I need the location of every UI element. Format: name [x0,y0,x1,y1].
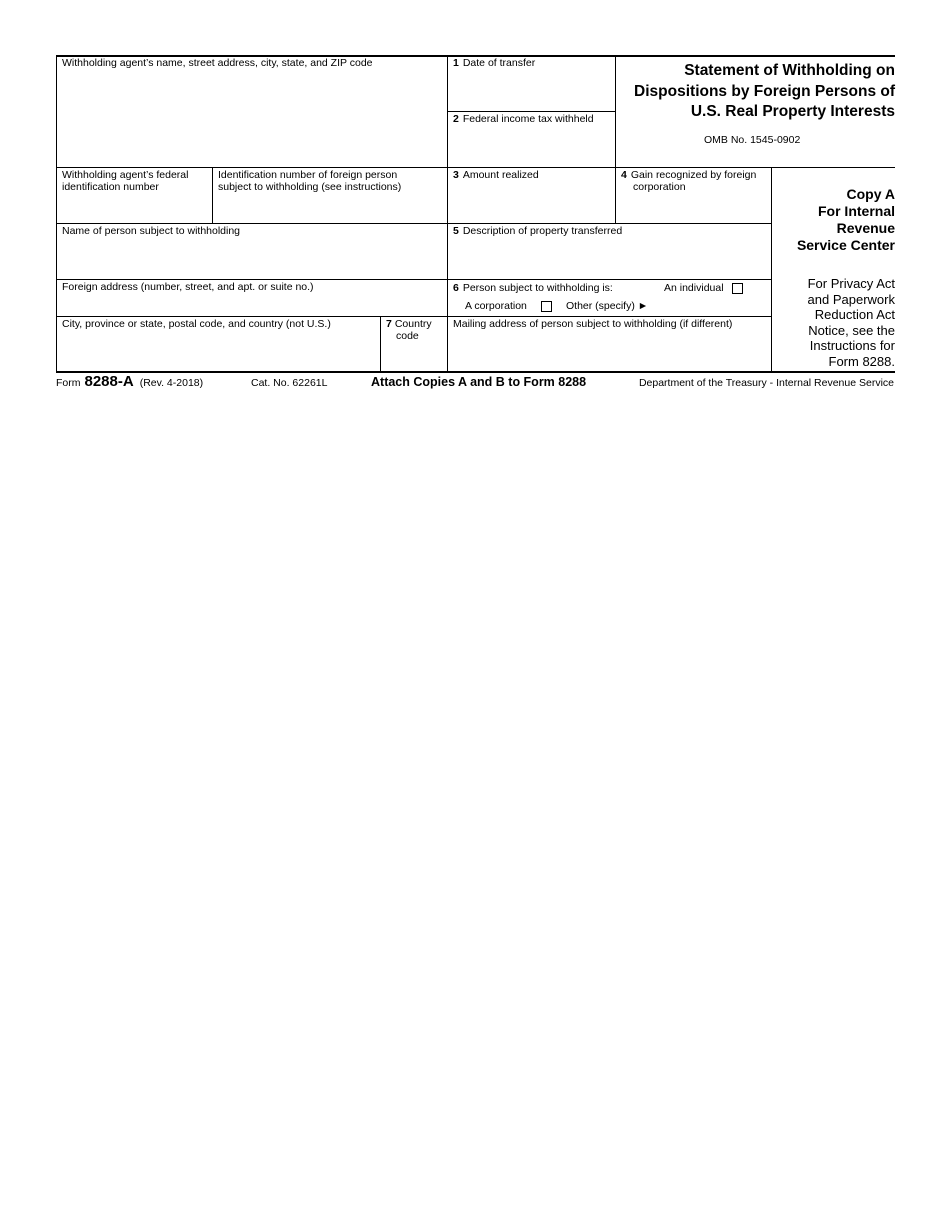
other-specify-field[interactable] [656,298,768,314]
copy-line2: For Internal [817,203,895,219]
foreign-id-label-line2: subject to withholding (see instructions) [218,181,402,193]
box5-text: Description of property transferred [462,225,623,237]
privacy-line3: Reduction Act [814,307,895,322]
box5-number: 5 [453,225,459,237]
individual-checkbox[interactable] [732,283,743,294]
privacy-line5: Instructions for [809,338,895,353]
attach-instruction: Attach Copies A and B to Form 8288 [371,375,587,389]
privacy-line4: Notice, see the [808,322,895,338]
individual-label: An individual [664,282,724,294]
box1-text: Date of transfer [462,57,536,69]
copy-line3: Revenue [836,220,895,236]
omb-number: OMB No. 1545-0902 [704,134,801,146]
form-word: Form [56,377,81,389]
copy-line4: Service Center [796,237,895,253]
box7-text-line2: code [396,330,419,342]
agent-id-label [62,169,188,193]
box2-number: 2 [453,113,459,125]
box4-text-line1: Gain recognized by foreign [630,169,757,181]
agent-address-label: Withholding agent’s name, street address, city, state, and ZIP code [62,57,373,69]
box4-text-line2: corporation [633,181,686,193]
foreign-id-label [218,169,401,193]
box1-label [453,57,535,69]
box5-label [453,225,622,237]
other-specify-label: Other (specify) ► [566,300,649,312]
form-number: 8288-A [84,373,134,390]
person-name-label: Name of person subject to withholding [62,225,241,237]
box7-text-line1: Country [394,318,432,330]
privacy-line6: Form 8288. [828,353,895,369]
agent-address-field[interactable] [57,57,447,167]
box6-number: 6 [453,282,459,294]
corporation-label: A corporation [465,300,527,312]
city-country-label: City, province or state, postal code, and country (not U.S.) [62,318,331,330]
form-revision: (Rev. 4-2018) [139,377,204,389]
agent-id-label-line1: Withholding agent’s federal [62,169,189,181]
privacy-line1: For Privacy Act [807,276,895,291]
corporation-checkbox[interactable] [541,301,552,312]
box3-label [453,169,539,181]
cat-number: Cat. No. 62261L [251,377,328,389]
agent-id-label-line2: identification number [62,181,159,193]
box4-label [621,169,756,193]
box2-label [453,113,594,125]
box7-label [386,318,432,342]
box3-text: Amount realized [462,169,539,181]
mailing-address-label: Mailing address of person subject to withholding (if different) [453,318,733,330]
box7-number: 7 [386,318,392,330]
copy-designation [771,186,895,254]
form-title: Statement of Withholding on Dispositions by Foreign Persons of U.S. Real Property Interests [634,62,895,120]
privacy-notice [771,276,895,369]
box2-text: Federal income tax withheld [462,113,594,125]
box1-number: 1 [453,57,459,69]
foreign-id-label-line1: Identification number of foreign person [218,169,398,181]
department-name: Department of the Treasury - Internal Revenue Service [638,377,894,389]
box3-number: 3 [453,169,459,181]
form-identifier [56,373,203,390]
form-8288a [56,55,895,372]
box4-number: 4 [621,169,627,181]
copy-line1: Copy A [846,186,895,202]
foreign-address-label: Foreign address (number, street, and apt. or suite no.) [62,281,314,293]
privacy-line2: and Paperwork [807,291,895,307]
box6-label [453,282,613,294]
box6-text: Person subject to withholding is: [462,282,613,294]
